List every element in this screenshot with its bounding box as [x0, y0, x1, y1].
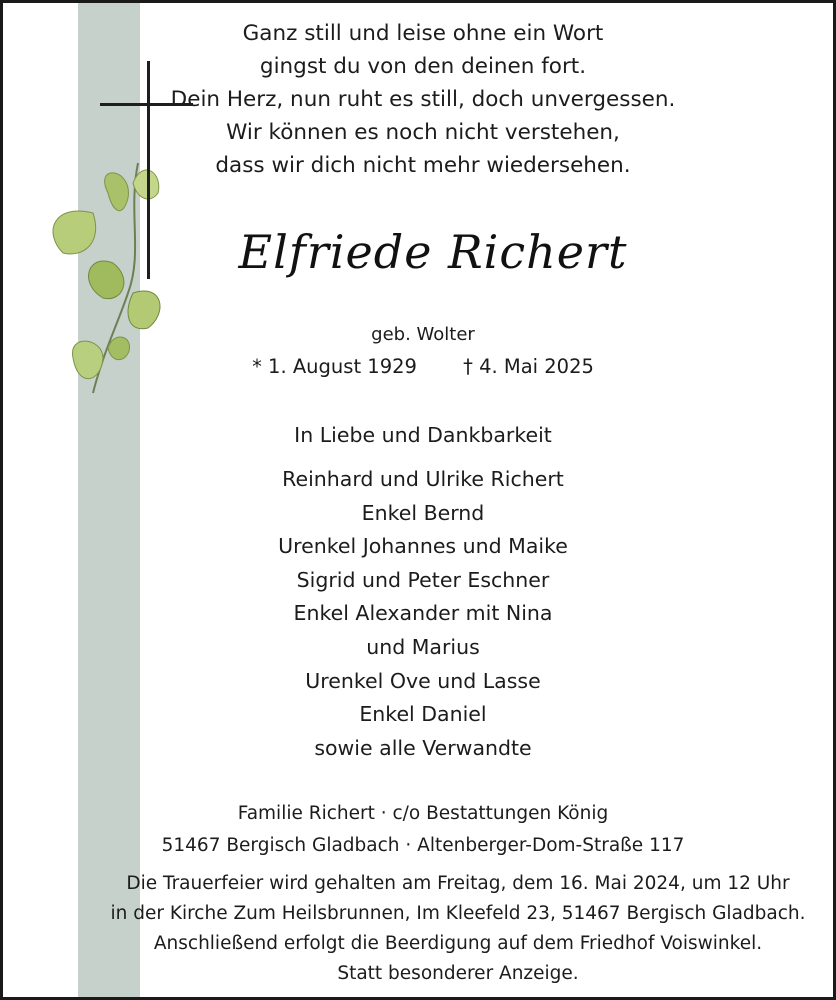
poem-line: gingst du von den deinen fort. — [259, 54, 587, 79]
poem — [143, 17, 703, 182]
contact-line: 51467 Bergisch Gladbach · Altenberger-Dom-Straße 117 — [161, 835, 685, 856]
contact-line: Familie Richert · c/o Bestattungen König — [237, 803, 609, 824]
birth-date: * 1. August 1929 — [252, 355, 417, 378]
funeral-line: in der Kirche Zum Heilsbrunnen, Im Kleefeld 23, 51467 Bergisch Gladbach. — [110, 903, 806, 924]
poem-line: Wir können es noch nicht verstehen, — [226, 120, 620, 145]
mourner-line: Urenkel Ove und Lasse — [305, 668, 541, 693]
dedication: In Liebe und Dankbarkeit — [294, 423, 552, 447]
mourner-line: Enkel Alexander mit Nina — [293, 601, 553, 626]
poem-line: dass wir dich nicht mehr wiedersehen. — [215, 153, 631, 178]
death-date: † 4. Mai 2025 — [463, 355, 594, 378]
mourners-list — [143, 463, 703, 765]
deceased-name: Elfriede Richert — [238, 225, 628, 279]
poem-line: Ganz still und leise ohne ein Wort — [242, 21, 604, 46]
funeral-info — [83, 869, 833, 989]
life-dates — [143, 355, 703, 378]
poem-line: Dein Herz, nun ruht es still, doch unvergessen. — [170, 87, 676, 112]
funeral-line: Anschließend erfolgt die Beerdigung auf dem Friedhof Voiswinkel. — [153, 933, 763, 954]
mourner-line: Reinhard und Ulrike Richert — [282, 467, 564, 491]
contact-address — [143, 798, 703, 862]
mourner-line: Sigrid und Peter Eschner — [296, 567, 550, 592]
mourner-line: Enkel Bernd — [361, 500, 485, 525]
mourner-line: Enkel Daniel — [359, 702, 487, 727]
mourner-line: und Marius — [366, 634, 480, 659]
mourner-line: Urenkel Johannes und Maike — [278, 534, 568, 559]
funeral-line: Die Trauerfeier wird gehalten am Freitag, dem 16. Mai 2024, um 12 Uhr — [126, 873, 790, 894]
born-name: geb. Wolter — [371, 324, 475, 345]
funeral-line: Statt besonderer Anzeige. — [337, 963, 579, 984]
mourner-line: sowie alle Verwandte — [314, 735, 532, 760]
